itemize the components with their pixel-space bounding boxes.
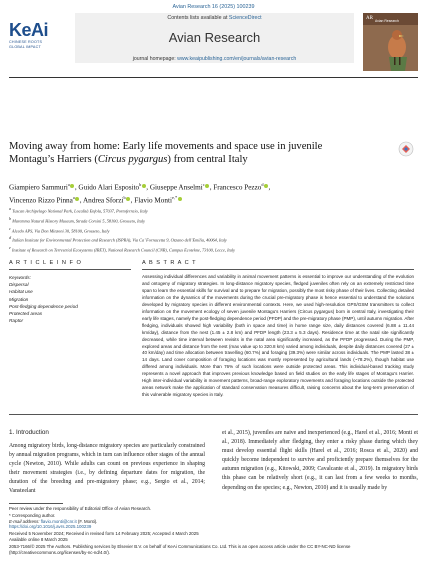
keai-logo-word: KeAi [9, 20, 49, 40]
abstract-text: Assessing individual differences and variability in animal movement patterns is essential to improve our understanding of the evolution and ontogeny of migratory strategies. In long-distance migratory species, fledged juveniles often rely on an extremely restricted time span to learn the essential skills for survival and to prepare for migration, possibly the most risky phase of their lives. Collecting detailed information on the dynamics of the movements during the crucial pre-migratory phase is hence essential to understand the solutions developed by migratory species in different environmental contexts. Here, we used high-resolution GPS/GSM transmitters to collect information on the movement ecology of seven juvenile Montagu’s Harriers (Circus pygargus) born in central Italy, investigating their early life stages, namely the post-fledging dependence period (PFDP) and the pre-migratory phase (PMP), until autumn migration. After fledging, individuals showed high variability (both in space and time) in home range size, daily distances covered (6.88 ± 11.44 km/day), distance from the nest (1.45 ± 2.8 km) and PFDP length (23.3 ± 5.3 days). Residence time at the natal site significantly decreased, while time interval between revisits in the natal area significantly increased, as the PFDP progressed. During the PMP, explored areas and distance from the nest (max value up to 320.8 km) varied among individuals, despite daily distances covered (27 ± 40 km/day) and time allocation between travelling (60.7%) and foraging (39.3%) were similar across individuals. The PMP lasted 38 ± 14 days. Land cover composition of foraging locations was mostly represented by agricultural lands (~78.2%), though habitat use differed among individuals. More than 76% of such locations were outside protected areas. This individual-based tracking study represents a novel approach that improves previous knowledge based on field studies on the early life stages of Montagu’s Harrier. High inter-individual variability in movement patterns, broad-range exploratory movements and foraging locations outside the protected areas network make the application of standard conservation measures difficult, raising concerns about the long-term preservation of this vulnerable migratory species in Italy. [142, 274, 414, 398]
doi-link[interactable]: https://doi.org/10.1016/j.avrs.2025.100239 [9, 524, 92, 529]
cover-logo-text: AR [366, 16, 373, 21]
abstract-section [142, 260, 414, 399]
author-name[interactable]: Flavio Monti [134, 196, 172, 205]
divider [142, 269, 414, 270]
homepage-prefix: journal homepage: [132, 56, 178, 62]
keywords-list [9, 274, 131, 324]
article-title-line-1: Moving away from home: Early life movements and space use in juvenile [9, 141, 323, 152]
email-link[interactable]: flavio.monti@cnr.it [40, 519, 77, 525]
affiliation: $^c$ Alcedo APS, Via Don Minzoni 30, 58100, Grosseto, Italy [9, 225, 110, 234]
orcid-icon[interactable] [205, 184, 209, 188]
author-list: Giampiero Sammuri$^a$ , Guido Alari Esposito$^b$ , Giuseppe Anselmi$^c$ , Francesco Pezzo$^d$ , Vincenzo Rizzo Pinna$^a$ , Andrea Sforzi$^b$ , Flavio Monti$^{e,*}$ [9, 182, 271, 205]
peer-review-note: Peer review under the responsibility of Editorial Office of Avian Research. [9, 506, 152, 511]
homepage-link[interactable]: www.keaipublishing.com/en/journals/avian-research [177, 56, 297, 62]
article-title [9, 140, 389, 166]
orcid-icon[interactable] [142, 184, 146, 188]
keyword: Habitat use [9, 289, 33, 295]
keywords-label: Keywords: [9, 275, 31, 280]
author-name[interactable]: Francesco Pezzo [213, 183, 262, 192]
article-title-line-2: Montagu’s Harriers (Circus pygargus) from central Italy [9, 154, 248, 165]
orcid-icon[interactable] [70, 184, 74, 188]
species-name: Circus pygargus [97, 154, 168, 165]
keyword: Migration [9, 296, 29, 302]
homepage-line [75, 56, 354, 62]
divider [9, 414, 418, 415]
keyword: Dispersal [9, 282, 29, 288]
divider [9, 269, 131, 270]
contents-line [75, 15, 354, 21]
crossmark-icon[interactable] [398, 141, 414, 157]
orcid-icon[interactable] [178, 197, 182, 201]
author-name[interactable]: Vincenzo Rizzo Pinna [9, 196, 73, 205]
keyword: Raptor [9, 318, 24, 324]
orcid-icon[interactable] [75, 197, 79, 201]
journal-title: Avian Research [168, 30, 261, 45]
license-text: 2053-7166/© 2025 The Authors. Publishing services by Elsevier B.V. on behalf of KeAi Communications Co. Ltd. This is an open access article under the CC BY-NC-ND license (http://creativecommons.org/licenses/by-nc-nd/4.0/). [9, 543, 351, 555]
keai-tagline-1: CHINESE ROOTS [9, 40, 43, 44]
keai-logo [9, 21, 65, 55]
cover-bird-illustration [363, 13, 418, 71]
introduction-text-right: et al., 2015), juveniles are naive and inexperienced (e.g., Harel et al., 2016; Monti et al., 2018). Immediately after fledging, they enter a risky phase during which they must develop essential flight skills (Harel et al., 2016; Rosca et al., 2020) and quickly become independent to survive and proficiently prepare themselves for the autumn migration (e.g., Kitowski, 2009; Cavalcante et al., 2019). In migratory birds this phase can be relatively short (e.g., it can last from a few weeks to months, depending on the species; e.g., Newton, 2010) and it is usually made by [222, 430, 418, 491]
header-rule [9, 77, 418, 78]
introduction-heading: 1. Introduction [9, 429, 49, 436]
dates-line: Received 5 November 2024; Received in revised form 14 February 2025; Accepted 4 March 2025 [9, 530, 199, 536]
contents-prefix: Contents lists available at [167, 15, 229, 21]
article-info-section [9, 260, 131, 324]
email-line: E-mail address: flavio.monti@cnr.it (F. Monti). [9, 519, 98, 525]
author-name[interactable]: Giuseppe Anselmi [149, 183, 203, 192]
cover-title-text: Avian Research [375, 19, 399, 23]
affiliation: $^e$ Institute of Research on Terrestrial Ecosystems (IRET), National Research Council (CNR), Campus Ecotekne, 73100, Lecce, Italy [9, 245, 236, 253]
affiliation: $^a$ Tuscan Archipelago National Park, Località Enfola, 57037, Portoferraio, Italy [9, 206, 148, 214]
corresponding-author-note: * Corresponding author. [9, 512, 56, 518]
footnotes [9, 506, 209, 526]
journal-reference[interactable]: Avian Research 16 (2025) 100239 [172, 4, 255, 10]
publication-info [9, 524, 418, 557]
introduction-text-left: Among migratory birds, long-distance migratory species are particularly constrained by annual migration programs, which in turn can influence other stages of the annual cycle (Newton, 2010). While adults can count on previous experience in shaping their movement strategies (i.e., by defining departure dates for migration, the duration of the breeding and pre-migratory phase; e.g., Sergio et al., 2014; Vansteelant [9, 443, 205, 495]
abstract-heading: A B S T R A C T [142, 260, 197, 266]
online-date: Available online 8 March 2025 [9, 537, 68, 542]
author-name[interactable]: Giampiero Sammuri [9, 183, 68, 192]
orcid-icon[interactable] [126, 197, 130, 201]
affiliations [9, 205, 414, 254]
sciencedirect-link[interactable]: ScienceDirect [228, 15, 262, 21]
keai-tagline-2: GLOBAL IMPACT [9, 45, 41, 50]
affiliation: $^d$ Italian Institute for Environmental Protection and Research (ISPRA), Via Ca’ Fornacetta 9, Ozzano dell’Emilia, 40064, Italy [9, 235, 227, 243]
orcid-icon[interactable] [264, 184, 268, 188]
affiliation: $^b$ Maremma Natural History Museum, Strada Corsini 5, 58100, Grosseto, Italy [9, 215, 145, 224]
footnote-divider [9, 503, 63, 504]
keyword: Post-fledging dependence period [9, 303, 78, 309]
article-info-heading: A R T I C L E I N F O [9, 260, 82, 266]
author-name[interactable]: Andrea Sforzi [82, 196, 124, 205]
keyword: Protected areas [9, 311, 43, 317]
author-name[interactable]: Guido Alari Esposito [78, 183, 140, 192]
journal-cover-image [363, 13, 418, 71]
